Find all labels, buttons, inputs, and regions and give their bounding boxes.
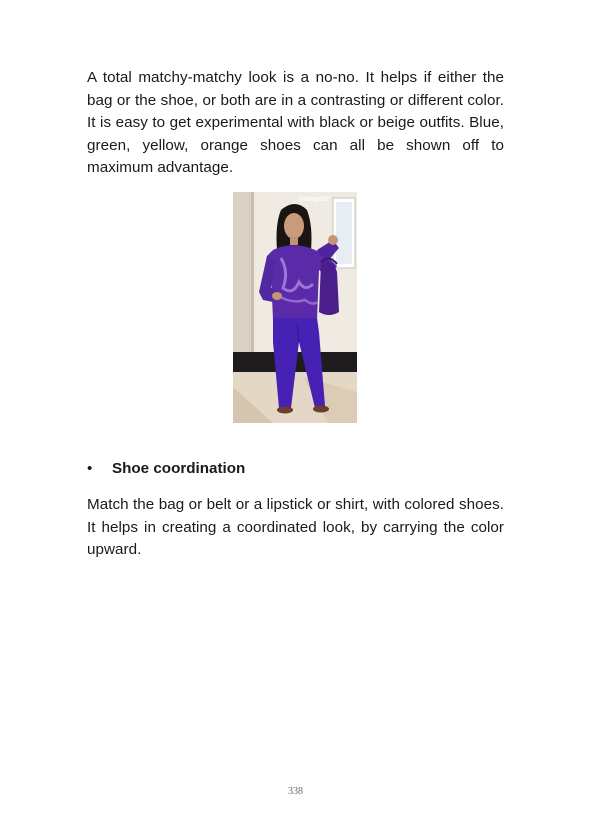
photo-watermark: indiaglitz (299, 196, 330, 203)
section-heading-row (87, 459, 245, 479)
body-paragraph: Match the bag or belt or a lipstick or shirt, with colored shoes. It helps in creating a coordinated look, by carrying the color upward. (87, 496, 504, 558)
bullet-marker: • (87, 460, 93, 477)
body-paragraph: A total matchy-matchy look is a no-no. It helps if either the bag or the shoe, or both are in a contrasting or different color. It is easy to get experimental with black or beige outfits. Blue, green, yellow, orange shoes can all be shown off to maximum advantage. (87, 69, 504, 176)
page-number: 338 (288, 786, 303, 797)
section-heading: Shoe coordination (112, 460, 246, 477)
fashion-photo (233, 192, 357, 423)
